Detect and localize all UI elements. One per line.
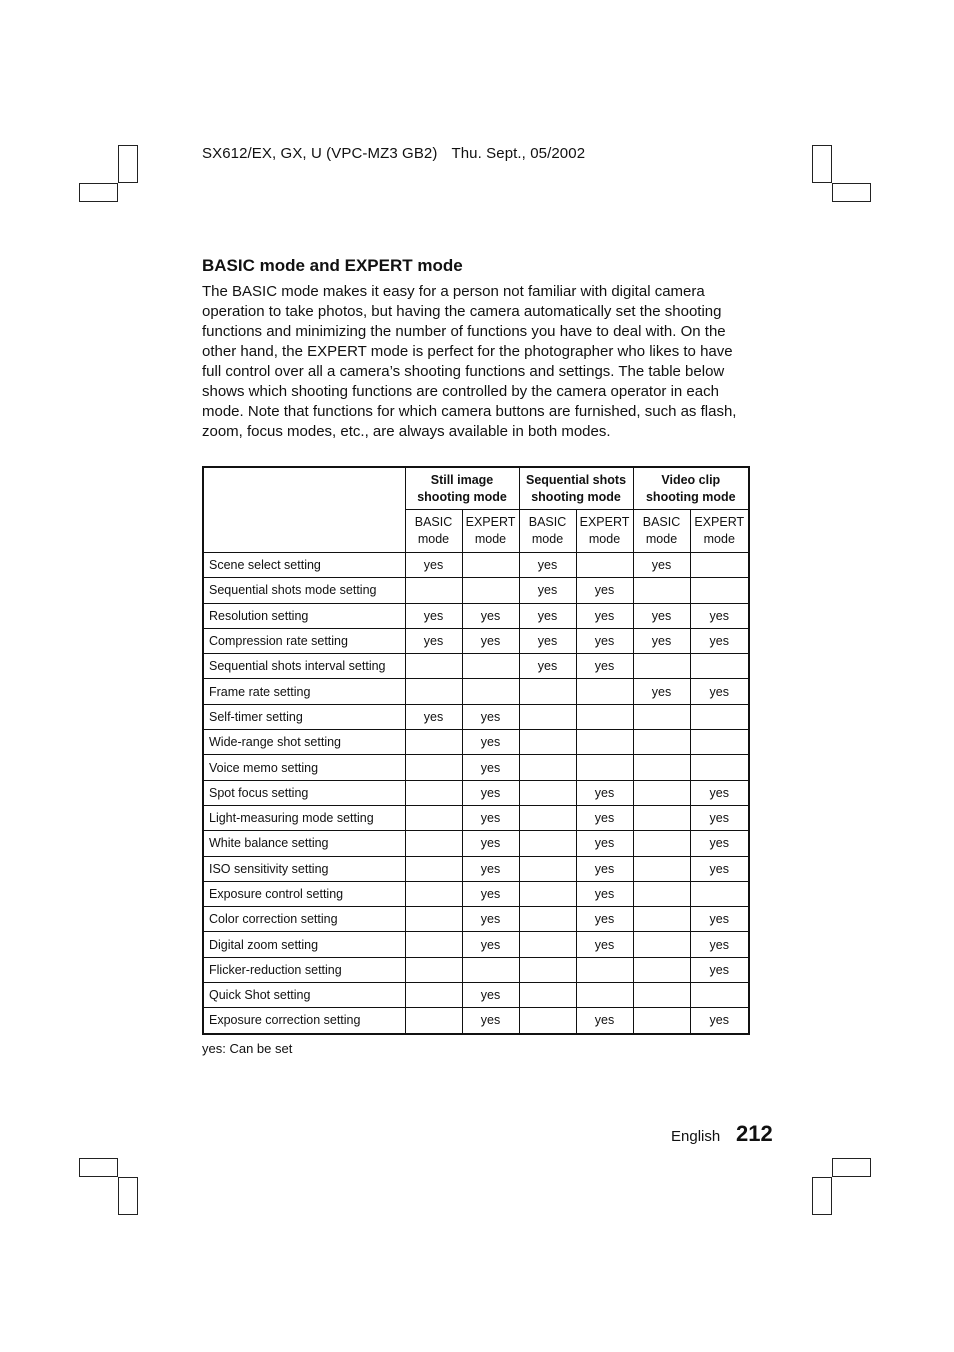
availability-cell (405, 957, 462, 982)
table-row (203, 755, 749, 780)
header-date: Thu. Sept., 05/2002 (451, 145, 586, 162)
availability-cell (690, 553, 749, 578)
availability-cell (576, 553, 633, 578)
header-model: SX612/EX, GX, U (VPC-MZ3 GB2) (202, 145, 438, 162)
function-label: Color correction setting (203, 907, 405, 932)
availability-cell: yes (633, 603, 690, 628)
availability-cell: yes (576, 856, 633, 881)
availability-cell: yes (690, 957, 749, 982)
footnote: yes: Can be set (202, 1041, 293, 1056)
crop-mark (118, 1177, 138, 1215)
mode-subheader: BASIC mode (519, 510, 576, 553)
mode-functions-table (202, 466, 750, 1035)
availability-cell (633, 780, 690, 805)
availability-cell (519, 704, 576, 729)
availability-cell: yes (690, 603, 749, 628)
function-label: White balance setting (203, 831, 405, 856)
availability-cell: yes (462, 907, 519, 932)
availability-cell (633, 957, 690, 982)
availability-cell (405, 805, 462, 830)
group-header-video-clip: Video clip shooting mode (633, 467, 749, 510)
availability-cell: yes (462, 932, 519, 957)
availability-cell (519, 755, 576, 780)
availability-cell (405, 983, 462, 1008)
availability-cell: yes (462, 603, 519, 628)
availability-cell (462, 654, 519, 679)
table-row (203, 603, 749, 628)
availability-cell: yes (519, 628, 576, 653)
availability-cell: yes (462, 780, 519, 805)
availability-cell (633, 654, 690, 679)
function-label: ISO sensitivity setting (203, 856, 405, 881)
mode-subheader: EXPERT mode (690, 510, 749, 553)
availability-cell (405, 932, 462, 957)
function-label: Exposure correction setting (203, 1008, 405, 1034)
crop-mark (812, 1177, 832, 1215)
availability-cell: yes (576, 780, 633, 805)
availability-cell (633, 831, 690, 856)
function-label: Digital zoom setting (203, 932, 405, 957)
availability-cell (405, 856, 462, 881)
table-row (203, 780, 749, 805)
availability-cell (633, 755, 690, 780)
availability-cell (462, 578, 519, 603)
availability-cell (405, 831, 462, 856)
crop-mark (79, 1158, 118, 1177)
table-row (203, 856, 749, 881)
section-title: BASIC mode and EXPERT mode (202, 256, 463, 275)
availability-cell: yes (519, 578, 576, 603)
availability-cell: yes (690, 1008, 749, 1034)
page-language: English (671, 1128, 721, 1145)
function-label: Compression rate setting (203, 628, 405, 653)
availability-cell (633, 932, 690, 957)
mode-subheader: BASIC mode (405, 510, 462, 553)
availability-cell (405, 881, 462, 906)
availability-cell: yes (462, 755, 519, 780)
page-number: 212 (736, 1121, 773, 1146)
availability-cell (633, 983, 690, 1008)
availability-cell: yes (690, 831, 749, 856)
availability-cell (462, 553, 519, 578)
function-label: Spot focus setting (203, 780, 405, 805)
availability-cell: yes (633, 553, 690, 578)
availability-cell: yes (633, 628, 690, 653)
availability-cell: yes (576, 907, 633, 932)
availability-cell: yes (576, 628, 633, 653)
availability-cell: yes (405, 603, 462, 628)
availability-cell: yes (690, 628, 749, 653)
availability-cell (690, 730, 749, 755)
group-header-sequential-shots: Sequential shots shooting mode (519, 467, 633, 510)
availability-cell: yes (576, 654, 633, 679)
availability-cell: yes (462, 704, 519, 729)
availability-cell (405, 780, 462, 805)
table-corner-cell (203, 467, 405, 553)
availability-cell: yes (462, 730, 519, 755)
table-row (203, 1008, 749, 1034)
function-label: Exposure control setting (203, 881, 405, 906)
availability-cell (576, 983, 633, 1008)
availability-cell (633, 881, 690, 906)
table-row (203, 881, 749, 906)
availability-cell: yes (519, 654, 576, 679)
availability-cell (690, 704, 749, 729)
function-label: Sequential shots interval setting (203, 654, 405, 679)
availability-cell: yes (690, 679, 749, 704)
crop-mark (118, 145, 138, 183)
table-row (203, 957, 749, 982)
intro-paragraph: The BASIC mode makes it easy for a person not familiar with digital camera operation to take photos, but having the camera automatically set the shooting functions and minimizing the number of functions you have to deal with. On the other hand, the EXPERT mode is perfect for the photographer who likes to have full control over all a camera’s shooting functions and settings. The table below shows which shooting functions are controlled by the camera operator in each mode. Note that functions for which camera buttons are furnished, such as flash, zoom, focus modes, etc., are always available in both modes. (202, 283, 737, 440)
availability-cell (576, 730, 633, 755)
function-label: Frame rate setting (203, 679, 405, 704)
availability-cell: yes (576, 1008, 633, 1034)
availability-cell (690, 578, 749, 603)
function-label: Sequential shots mode setting (203, 578, 405, 603)
availability-cell (690, 881, 749, 906)
availability-cell (519, 805, 576, 830)
function-label: Flicker-reduction setting (203, 957, 405, 982)
table-row (203, 907, 749, 932)
availability-cell (519, 957, 576, 982)
availability-cell (462, 957, 519, 982)
availability-cell (519, 780, 576, 805)
availability-cell (576, 704, 633, 729)
function-label: Wide-range shot setting (203, 730, 405, 755)
mode-subheader: BASIC mode (633, 510, 690, 553)
availability-cell (519, 932, 576, 957)
availability-cell: yes (690, 805, 749, 830)
availability-cell (519, 983, 576, 1008)
availability-cell (462, 679, 519, 704)
availability-cell: yes (633, 679, 690, 704)
function-label: Resolution setting (203, 603, 405, 628)
crop-mark (832, 1158, 871, 1177)
availability-cell (405, 1008, 462, 1034)
availability-cell (519, 1008, 576, 1034)
function-label: Quick Shot setting (203, 983, 405, 1008)
availability-cell: yes (462, 831, 519, 856)
crop-mark (79, 183, 118, 202)
availability-cell (405, 907, 462, 932)
table-row (203, 983, 749, 1008)
availability-cell (405, 654, 462, 679)
availability-cell: yes (690, 856, 749, 881)
availability-cell (576, 755, 633, 780)
function-label: Light-measuring mode setting (203, 805, 405, 830)
availability-cell (519, 679, 576, 704)
availability-cell (633, 1008, 690, 1034)
availability-cell: yes (405, 704, 462, 729)
table-row (203, 679, 749, 704)
availability-cell: yes (519, 553, 576, 578)
availability-cell (633, 578, 690, 603)
mode-subheader: EXPERT mode (462, 510, 519, 553)
crop-mark (832, 183, 871, 202)
table-row (203, 553, 749, 578)
table-row (203, 831, 749, 856)
mode-subheader: EXPERT mode (576, 510, 633, 553)
availability-cell (633, 907, 690, 932)
availability-cell: yes (576, 578, 633, 603)
availability-cell (405, 578, 462, 603)
table-row (203, 805, 749, 830)
availability-cell: yes (462, 805, 519, 830)
availability-cell: yes (462, 1008, 519, 1034)
availability-cell: yes (462, 628, 519, 653)
table-row (203, 932, 749, 957)
availability-cell: yes (519, 603, 576, 628)
group-header-still-image: Still image shooting mode (405, 467, 519, 510)
availability-cell: yes (462, 856, 519, 881)
function-label: Voice memo setting (203, 755, 405, 780)
availability-cell (633, 805, 690, 830)
availability-cell: yes (576, 805, 633, 830)
availability-cell (405, 730, 462, 755)
availability-cell: yes (462, 881, 519, 906)
availability-cell (519, 881, 576, 906)
availability-cell (690, 654, 749, 679)
table-row (203, 628, 749, 653)
availability-cell (519, 831, 576, 856)
availability-cell (519, 856, 576, 881)
availability-cell: yes (405, 628, 462, 653)
availability-cell (519, 907, 576, 932)
availability-cell: yes (576, 831, 633, 856)
document-header (202, 145, 585, 162)
availability-cell: yes (576, 881, 633, 906)
availability-cell: yes (405, 553, 462, 578)
availability-cell (690, 983, 749, 1008)
availability-cell (405, 679, 462, 704)
availability-cell (576, 957, 633, 982)
function-label: Self-timer setting (203, 704, 405, 729)
table-row (203, 730, 749, 755)
table-row (203, 654, 749, 679)
availability-cell: yes (690, 780, 749, 805)
availability-cell: yes (576, 932, 633, 957)
availability-cell: yes (690, 932, 749, 957)
availability-cell (690, 755, 749, 780)
availability-cell (633, 856, 690, 881)
availability-cell (405, 755, 462, 780)
availability-cell: yes (690, 907, 749, 932)
availability-cell (633, 704, 690, 729)
availability-cell: yes (462, 983, 519, 1008)
table-row (203, 704, 749, 729)
availability-cell (519, 730, 576, 755)
table-row (203, 578, 749, 603)
availability-cell (576, 679, 633, 704)
function-label: Scene select setting (203, 553, 405, 578)
availability-cell: yes (576, 603, 633, 628)
crop-mark (812, 145, 832, 183)
availability-cell (633, 730, 690, 755)
